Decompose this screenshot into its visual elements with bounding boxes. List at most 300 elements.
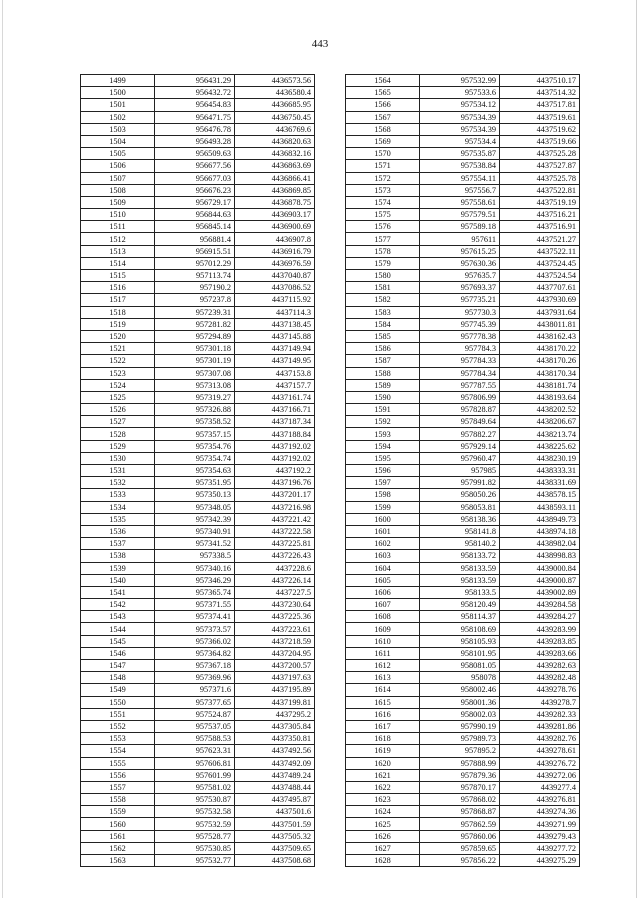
table-row (346, 806, 580, 818)
point-number-cell: 1529 (81, 440, 155, 452)
x-coordinate-cell: 957784.33 (420, 355, 500, 367)
x-coordinate-cell: 957735.21 (420, 294, 500, 306)
point-number-cell: 1527 (81, 416, 155, 428)
x-coordinate-cell: 957367.18 (155, 660, 235, 672)
point-number-cell: 1533 (81, 489, 155, 501)
x-coordinate-cell: 957371.6 (155, 684, 235, 696)
y-coordinate-cell: 4438230.19 (500, 452, 580, 464)
x-coordinate-cell: 957239.31 (155, 306, 235, 318)
table-row (346, 233, 580, 245)
y-coordinate-cell: 4439282.33 (500, 708, 580, 720)
y-coordinate-cell: 4437149.95 (235, 355, 315, 367)
x-coordinate-cell: 957532.77 (155, 855, 235, 867)
x-coordinate-cell: 957828.87 (420, 404, 500, 416)
point-number-cell: 1598 (346, 489, 420, 501)
table-row (81, 404, 315, 416)
table-row (346, 525, 580, 537)
point-number-cell: 1564 (346, 75, 420, 87)
x-coordinate-cell: 957530.87 (155, 794, 235, 806)
x-coordinate-cell: 957348.05 (155, 501, 235, 513)
x-coordinate-cell: 957635.7 (420, 270, 500, 282)
y-coordinate-cell: 4439281.86 (500, 720, 580, 732)
table-row (346, 538, 580, 550)
table-row (346, 123, 580, 135)
table-row (81, 330, 315, 342)
x-coordinate-cell: 957870.17 (420, 781, 500, 793)
point-number-cell: 1558 (81, 794, 155, 806)
point-number-cell: 1592 (346, 416, 420, 428)
x-coordinate-cell: 958081.05 (420, 660, 500, 672)
table-row (346, 769, 580, 781)
y-coordinate-cell: 4437522.11 (500, 245, 580, 257)
table-row (346, 757, 580, 769)
x-coordinate-cell: 957373.57 (155, 623, 235, 635)
y-coordinate-cell: 4437501.59 (235, 818, 315, 830)
table-row (346, 75, 580, 87)
x-coordinate-cell: 957778.38 (420, 330, 500, 342)
table-row (346, 245, 580, 257)
y-coordinate-cell: 4438578.15 (500, 489, 580, 501)
y-coordinate-cell: 4437161.74 (235, 391, 315, 403)
x-coordinate-cell: 957338.5 (155, 550, 235, 562)
y-coordinate-cell: 4439000.87 (500, 574, 580, 586)
x-coordinate-cell: 957859.65 (420, 842, 500, 854)
point-number-cell: 1582 (346, 294, 420, 306)
table-row (346, 330, 580, 342)
table-row (346, 696, 580, 708)
x-coordinate-cell: 957350.13 (155, 489, 235, 501)
y-coordinate-cell: 4438202.52 (500, 404, 580, 416)
point-number-cell: 1522 (81, 355, 155, 367)
table-row (81, 513, 315, 525)
table-row (81, 538, 315, 550)
y-coordinate-cell: 4436573.56 (235, 75, 315, 87)
table-row (81, 501, 315, 513)
table-row (81, 379, 315, 391)
x-coordinate-cell: 957534.39 (420, 111, 500, 123)
y-coordinate-cell: 4436866.41 (235, 172, 315, 184)
point-number-cell: 1620 (346, 757, 420, 769)
y-coordinate-cell: 4437525.78 (500, 172, 580, 184)
table-row (346, 404, 580, 416)
table-row (346, 452, 580, 464)
table-row (81, 720, 315, 732)
y-coordinate-cell: 4437707.61 (500, 282, 580, 294)
x-coordinate-cell: 957341.52 (155, 538, 235, 550)
x-coordinate-cell: 957281.82 (155, 318, 235, 330)
x-coordinate-cell: 957532.99 (420, 75, 500, 87)
table-row (81, 355, 315, 367)
point-number-cell: 1518 (81, 306, 155, 318)
x-coordinate-cell: 957326.88 (155, 404, 235, 416)
y-coordinate-cell: 4437115.92 (235, 294, 315, 306)
table-row (81, 75, 315, 87)
table-row (81, 245, 315, 257)
y-coordinate-cell: 4437192.02 (235, 440, 315, 452)
y-coordinate-cell: 4438193.64 (500, 391, 580, 403)
point-number-cell: 1628 (346, 855, 420, 867)
y-coordinate-cell: 4437516.91 (500, 221, 580, 233)
y-coordinate-cell: 4438170.26 (500, 355, 580, 367)
x-coordinate-cell: 957589.18 (420, 221, 500, 233)
y-coordinate-cell: 4436769.6 (235, 123, 315, 135)
x-coordinate-cell: 957307.08 (155, 367, 235, 379)
table-row (346, 440, 580, 452)
x-coordinate-cell: 958133.5 (420, 586, 500, 598)
point-number-cell: 1623 (346, 794, 420, 806)
x-coordinate-cell: 957342.39 (155, 513, 235, 525)
x-coordinate-cell: 957989.73 (420, 733, 500, 745)
coordinates-table-left-body (81, 75, 315, 867)
x-coordinate-cell: 957879.36 (420, 769, 500, 781)
x-coordinate-cell: 957237.8 (155, 294, 235, 306)
point-number-cell: 1624 (346, 806, 420, 818)
y-coordinate-cell: 4438011.81 (500, 318, 580, 330)
x-coordinate-cell: 958078 (420, 672, 500, 684)
point-number-cell: 1519 (81, 318, 155, 330)
point-number-cell: 1596 (346, 465, 420, 477)
y-coordinate-cell: 4439278.76 (500, 684, 580, 696)
y-coordinate-cell: 4439276.81 (500, 794, 580, 806)
y-coordinate-cell: 4436750.45 (235, 111, 315, 123)
x-coordinate-cell: 956677.03 (155, 172, 235, 184)
x-coordinate-cell: 957990.19 (420, 720, 500, 732)
point-number-cell: 1610 (346, 635, 420, 647)
x-coordinate-cell: 957588.53 (155, 733, 235, 745)
x-coordinate-cell: 958050.26 (420, 489, 500, 501)
point-number-cell: 1617 (346, 720, 420, 732)
point-number-cell: 1506 (81, 160, 155, 172)
y-coordinate-cell: 4439274.36 (500, 806, 580, 818)
point-number-cell: 1606 (346, 586, 420, 598)
table-row (81, 696, 315, 708)
table-row (346, 855, 580, 867)
table-row (81, 233, 315, 245)
point-number-cell: 1605 (346, 574, 420, 586)
y-coordinate-cell: 4437230.64 (235, 599, 315, 611)
point-number-cell: 1500 (81, 87, 155, 99)
point-number-cell: 1583 (346, 306, 420, 318)
y-coordinate-cell: 4438974.18 (500, 525, 580, 537)
point-number-cell: 1587 (346, 355, 420, 367)
x-coordinate-cell: 957868.87 (420, 806, 500, 818)
table-row (81, 294, 315, 306)
table-row (346, 148, 580, 160)
point-number-cell: 1575 (346, 209, 420, 221)
point-number-cell: 1586 (346, 343, 420, 355)
x-coordinate-cell: 957556.7 (420, 184, 500, 196)
x-coordinate-cell: 957528.77 (155, 830, 235, 842)
x-coordinate-cell: 957351.95 (155, 477, 235, 489)
x-coordinate-cell: 957849.64 (420, 416, 500, 428)
y-coordinate-cell: 4437221.42 (235, 513, 315, 525)
point-number-cell: 1608 (346, 611, 420, 623)
x-coordinate-cell: 957537.05 (155, 720, 235, 732)
table-row (81, 477, 315, 489)
x-coordinate-cell: 957340.16 (155, 562, 235, 574)
table-row (81, 672, 315, 684)
x-coordinate-cell: 958105.93 (420, 635, 500, 647)
point-number-cell: 1540 (81, 574, 155, 586)
point-number-cell: 1566 (346, 99, 420, 111)
y-coordinate-cell: 4439283.99 (500, 623, 580, 635)
table-row (346, 221, 580, 233)
x-coordinate-cell: 957882.27 (420, 428, 500, 440)
table-row (346, 818, 580, 830)
y-coordinate-cell: 4437201.17 (235, 489, 315, 501)
y-coordinate-cell: 4437524.54 (500, 270, 580, 282)
x-coordinate-cell: 956493.28 (155, 135, 235, 147)
point-number-cell: 1577 (346, 233, 420, 245)
y-coordinate-cell: 4437227.5 (235, 586, 315, 598)
point-number-cell: 1585 (346, 330, 420, 342)
x-coordinate-cell: 957615.25 (420, 245, 500, 257)
y-coordinate-cell: 4439284.58 (500, 599, 580, 611)
y-coordinate-cell: 4437188.84 (235, 428, 315, 440)
point-number-cell: 1599 (346, 501, 420, 513)
point-number-cell: 1534 (81, 501, 155, 513)
x-coordinate-cell: 958133.59 (420, 574, 500, 586)
x-coordinate-cell: 957991.82 (420, 477, 500, 489)
point-number-cell: 1604 (346, 562, 420, 574)
table-row (81, 148, 315, 160)
point-number-cell: 1591 (346, 404, 420, 416)
table-row (346, 842, 580, 854)
y-coordinate-cell: 4439282.48 (500, 672, 580, 684)
point-number-cell: 1567 (346, 111, 420, 123)
y-coordinate-cell: 4436832.16 (235, 148, 315, 160)
y-coordinate-cell: 4437509.65 (235, 842, 315, 854)
x-coordinate-cell: 957581.02 (155, 781, 235, 793)
y-coordinate-cell: 4437199.81 (235, 696, 315, 708)
x-coordinate-cell: 956431.29 (155, 75, 235, 87)
table-row (81, 586, 315, 598)
x-coordinate-cell: 957784.34 (420, 367, 500, 379)
y-coordinate-cell: 4439276.72 (500, 757, 580, 769)
point-number-cell: 1621 (346, 769, 420, 781)
table-row (346, 672, 580, 684)
table-row (346, 477, 580, 489)
y-coordinate-cell: 4437149.94 (235, 343, 315, 355)
y-coordinate-cell: 4437225.81 (235, 538, 315, 550)
point-number-cell: 1576 (346, 221, 420, 233)
x-coordinate-cell: 957357.15 (155, 428, 235, 440)
y-coordinate-cell: 4436916.79 (235, 245, 315, 257)
y-coordinate-cell: 4437295.2 (235, 708, 315, 720)
y-coordinate-cell: 4437505.32 (235, 830, 315, 842)
y-coordinate-cell: 4439271.99 (500, 818, 580, 830)
point-number-cell: 1579 (346, 257, 420, 269)
x-coordinate-cell: 957190.2 (155, 282, 235, 294)
y-coordinate-cell: 4436820.63 (235, 135, 315, 147)
y-coordinate-cell: 4437223.61 (235, 623, 315, 635)
point-number-cell: 1580 (346, 270, 420, 282)
point-number-cell: 1550 (81, 696, 155, 708)
y-coordinate-cell: 4437145.88 (235, 330, 315, 342)
x-coordinate-cell: 957366.02 (155, 635, 235, 647)
y-coordinate-cell: 4439278.61 (500, 745, 580, 757)
point-number-cell: 1594 (346, 440, 420, 452)
x-coordinate-cell: 957301.18 (155, 343, 235, 355)
table-row (81, 270, 315, 282)
x-coordinate-cell: 957784.3 (420, 343, 500, 355)
y-coordinate-cell: 4437495.87 (235, 794, 315, 806)
y-coordinate-cell: 4436863.69 (235, 160, 315, 172)
page-number: 443 (311, 38, 329, 50)
x-coordinate-cell: 957630.36 (420, 257, 500, 269)
x-coordinate-cell: 956881.4 (155, 233, 235, 245)
point-number-cell: 1568 (346, 123, 420, 135)
point-number-cell: 1508 (81, 184, 155, 196)
point-number-cell: 1570 (346, 148, 420, 160)
x-coordinate-cell: 957532.59 (155, 818, 235, 830)
y-coordinate-cell: 4437522.81 (500, 184, 580, 196)
table-row (81, 391, 315, 403)
x-coordinate-cell: 958001.36 (420, 696, 500, 708)
table-row (346, 306, 580, 318)
y-coordinate-cell: 4437040.87 (235, 270, 315, 282)
point-number-cell: 1589 (346, 379, 420, 391)
x-coordinate-cell: 957374.41 (155, 611, 235, 623)
table-row (81, 550, 315, 562)
x-coordinate-cell: 958002.46 (420, 684, 500, 696)
x-coordinate-cell: 957377.65 (155, 696, 235, 708)
x-coordinate-cell: 957319.27 (155, 391, 235, 403)
x-coordinate-cell: 957611 (420, 233, 500, 245)
table-row (346, 355, 580, 367)
table-row (346, 196, 580, 208)
table-row (81, 440, 315, 452)
table-row (346, 428, 580, 440)
y-coordinate-cell: 4437501.6 (235, 806, 315, 818)
point-number-cell: 1556 (81, 769, 155, 781)
x-coordinate-cell: 957532.58 (155, 806, 235, 818)
x-coordinate-cell: 957354.76 (155, 440, 235, 452)
y-coordinate-cell: 4436903.17 (235, 209, 315, 221)
y-coordinate-cell: 4437138.45 (235, 318, 315, 330)
table-row (346, 282, 580, 294)
table-row (346, 586, 580, 598)
point-number-cell: 1502 (81, 111, 155, 123)
y-coordinate-cell: 4437527.87 (500, 160, 580, 172)
point-number-cell: 1511 (81, 221, 155, 233)
x-coordinate-cell: 958133.59 (420, 562, 500, 574)
x-coordinate-cell: 957693.37 (420, 282, 500, 294)
table-row (346, 270, 580, 282)
y-coordinate-cell: 4436900.69 (235, 221, 315, 233)
table-row (81, 99, 315, 111)
table-row (346, 111, 580, 123)
table-row (346, 367, 580, 379)
x-coordinate-cell: 957340.91 (155, 525, 235, 537)
y-coordinate-cell: 4437195.89 (235, 684, 315, 696)
point-number-cell: 1602 (346, 538, 420, 550)
table-row (346, 135, 580, 147)
table-row (346, 87, 580, 99)
y-coordinate-cell: 4439278.7 (500, 696, 580, 708)
x-coordinate-cell: 957606.81 (155, 757, 235, 769)
x-coordinate-cell: 957346.29 (155, 574, 235, 586)
x-coordinate-cell: 957579.51 (420, 209, 500, 221)
table-row (81, 452, 315, 464)
point-number-cell: 1513 (81, 245, 155, 257)
x-coordinate-cell: 957369.96 (155, 672, 235, 684)
y-coordinate-cell: 4437305.84 (235, 720, 315, 732)
table-row (346, 489, 580, 501)
table-row (346, 318, 580, 330)
x-coordinate-cell: 957535.87 (420, 148, 500, 160)
point-number-cell: 1543 (81, 611, 155, 623)
point-number-cell: 1514 (81, 257, 155, 269)
y-coordinate-cell: 4436907.8 (235, 233, 315, 245)
point-number-cell: 1544 (81, 623, 155, 635)
table-row (346, 781, 580, 793)
table-row (81, 684, 315, 696)
table-row (81, 306, 315, 318)
point-number-cell: 1551 (81, 708, 155, 720)
point-number-cell: 1626 (346, 830, 420, 842)
point-number-cell: 1549 (81, 684, 155, 696)
table-row (346, 416, 580, 428)
table-row (81, 257, 315, 269)
y-coordinate-cell: 4438331.69 (500, 477, 580, 489)
point-number-cell: 1530 (81, 452, 155, 464)
table-row (81, 855, 315, 867)
y-coordinate-cell: 4437196.76 (235, 477, 315, 489)
y-coordinate-cell: 4437225.36 (235, 611, 315, 623)
point-number-cell: 1539 (81, 562, 155, 574)
table-row (346, 391, 580, 403)
y-coordinate-cell: 4439284.27 (500, 611, 580, 623)
table-row (81, 757, 315, 769)
y-coordinate-cell: 4437228.6 (235, 562, 315, 574)
x-coordinate-cell: 957856.22 (420, 855, 500, 867)
table-row (81, 733, 315, 745)
point-number-cell: 1559 (81, 806, 155, 818)
point-number-cell: 1512 (81, 233, 155, 245)
point-number-cell: 1532 (81, 477, 155, 489)
x-coordinate-cell: 957862.59 (420, 818, 500, 830)
table-row (81, 87, 315, 99)
point-number-cell: 1517 (81, 294, 155, 306)
y-coordinate-cell: 4436580.4 (235, 87, 315, 99)
table-row (346, 501, 580, 513)
y-coordinate-cell: 4437153.8 (235, 367, 315, 379)
point-number-cell: 1526 (81, 404, 155, 416)
table-row (346, 257, 580, 269)
table-row (81, 818, 315, 830)
table-row (81, 489, 315, 501)
x-coordinate-cell: 956844.63 (155, 209, 235, 221)
y-coordinate-cell: 4436878.75 (235, 196, 315, 208)
x-coordinate-cell: 958141.8 (420, 525, 500, 537)
y-coordinate-cell: 4437200.57 (235, 660, 315, 672)
table-row (81, 172, 315, 184)
y-coordinate-cell: 4439279.43 (500, 830, 580, 842)
x-coordinate-cell: 957533.6 (420, 87, 500, 99)
y-coordinate-cell: 4437519.61 (500, 111, 580, 123)
point-number-cell: 1542 (81, 599, 155, 611)
y-coordinate-cell: 4437222.58 (235, 525, 315, 537)
x-coordinate-cell: 957534.39 (420, 123, 500, 135)
x-coordinate-cell: 957868.02 (420, 794, 500, 806)
table-row (81, 635, 315, 647)
y-coordinate-cell: 4437192.2 (235, 465, 315, 477)
y-coordinate-cell: 4438213.74 (500, 428, 580, 440)
table-row (81, 830, 315, 842)
table-row (81, 562, 315, 574)
point-number-cell: 1520 (81, 330, 155, 342)
